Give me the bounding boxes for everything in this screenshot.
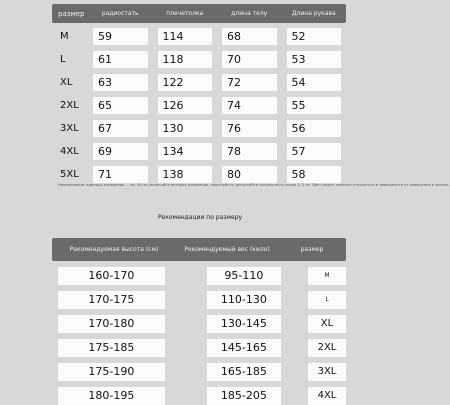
size-recommendation-table <box>52 238 346 405</box>
size-label: XL <box>60 77 73 88</box>
header-size: размер <box>300 246 324 253</box>
table-row <box>52 363 346 381</box>
chest-value: 69 <box>93 143 148 160</box>
recommended-size: 3XL <box>308 363 346 381</box>
sleeve-value: 57 <box>287 143 342 160</box>
size-label: M <box>60 31 69 42</box>
sleeve-value: 53 <box>287 51 342 68</box>
height-range: 170-180 <box>58 315 165 333</box>
shoulder-value: 114 <box>158 28 213 45</box>
recommended-size: 4XL <box>308 387 346 405</box>
length-value: 74 <box>222 97 277 114</box>
size-label: 5XL <box>60 169 79 180</box>
size-label: 3XL <box>60 123 79 134</box>
chest-value: 63 <box>93 74 148 91</box>
chest-value: 65 <box>93 97 148 114</box>
length-value: 76 <box>222 120 277 137</box>
table-row <box>52 96 346 115</box>
chest-value: 71 <box>93 166 148 183</box>
sleeve-value: 52 <box>287 28 342 45</box>
height-range: 170-175 <box>58 291 165 309</box>
weight-range: 165-185 <box>207 363 281 381</box>
header-size: размер <box>58 9 85 18</box>
shoulder-value: 126 <box>158 97 213 114</box>
table-row <box>52 339 346 357</box>
size-label: 2XL <box>60 100 79 111</box>
height-range: 160-170 <box>58 267 165 285</box>
measurement-note: Напоминание: единица измерения — см. Из-за различий в методах измерения, пожалуйста, допускайте погрешность около 2–3 см. Цвет может немного отличаться в зависимости от освещения и экрана. <box>58 183 450 187</box>
table-row <box>52 291 346 309</box>
table-row <box>52 142 346 161</box>
weight-range: 130-145 <box>207 315 281 333</box>
height-range: 175-190 <box>58 363 165 381</box>
header-sleeve: Длина рукава <box>291 10 336 17</box>
weight-range: 145-165 <box>207 339 281 357</box>
shoulder-value: 118 <box>158 51 213 68</box>
weight-range: 185-205 <box>207 387 281 405</box>
size-measurement-table <box>52 4 346 184</box>
table-row <box>52 315 346 333</box>
height-range: 175-185 <box>58 339 165 357</box>
recommended-size: M <box>308 267 346 285</box>
height-range: 180-195 <box>58 387 165 405</box>
header-length: длина телу <box>231 10 268 17</box>
chest-value: 67 <box>93 120 148 137</box>
length-value: 80 <box>222 166 277 183</box>
table-row <box>52 73 346 92</box>
recommended-size: 2XL <box>308 339 346 357</box>
recommendation-title: Рекомендации по размеру <box>157 214 243 221</box>
sleeve-value: 56 <box>287 120 342 137</box>
header-shoulder: плечетолка <box>166 10 204 17</box>
table-row <box>52 50 346 69</box>
recommendation-header <box>52 238 346 261</box>
shoulder-value: 130 <box>158 120 213 137</box>
length-value: 78 <box>222 143 277 160</box>
table-row <box>52 387 346 405</box>
chest-value: 59 <box>93 28 148 45</box>
header-weight: Рекомендуемый вес (кило) <box>184 246 270 253</box>
recommended-size: L <box>308 291 346 309</box>
length-value: 68 <box>222 28 277 45</box>
shoulder-value: 122 <box>158 74 213 91</box>
size-label: 4XL <box>60 146 79 157</box>
recommended-size: XL <box>308 315 346 333</box>
length-value: 70 <box>222 51 277 68</box>
weight-range: 110-130 <box>207 291 281 309</box>
weight-range: 95-110 <box>207 267 281 285</box>
table-row <box>52 165 346 184</box>
size-table-header <box>52 4 346 23</box>
header-height: Рекомендуемая высота (см) <box>69 246 159 253</box>
table-row <box>52 27 346 46</box>
table-row <box>52 119 346 138</box>
length-value: 72 <box>222 74 277 91</box>
shoulder-value: 138 <box>158 166 213 183</box>
chest-value: 61 <box>93 51 148 68</box>
shoulder-value: 134 <box>158 143 213 160</box>
size-label: L <box>60 54 66 65</box>
sleeve-value: 54 <box>287 74 342 91</box>
sleeve-value: 58 <box>287 166 342 183</box>
sleeve-value: 55 <box>287 97 342 114</box>
header-chest: радиостать <box>101 10 139 17</box>
table-row <box>52 267 346 285</box>
